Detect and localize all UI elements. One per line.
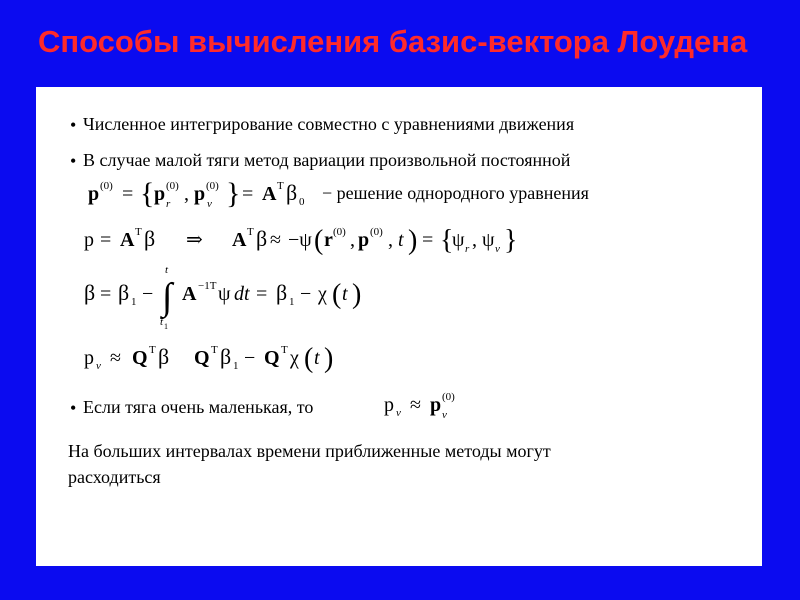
slide-title: Способы вычисления базис-вектора Лоудена <box>38 24 748 59</box>
svg-text:p: p <box>358 229 370 251</box>
svg-text:(: ( <box>332 279 342 310</box>
content-panel <box>36 87 762 566</box>
svg-text:β: β <box>158 344 170 369</box>
svg-text:β: β <box>144 226 156 251</box>
svg-text:v: v <box>442 409 447 421</box>
svg-text:Q: Q <box>194 347 210 369</box>
svg-text:r: r <box>324 229 333 251</box>
svg-text:β: β <box>276 280 288 305</box>
svg-text:−: − <box>300 283 312 305</box>
svg-text:T: T <box>149 344 156 356</box>
svg-text:t: t <box>398 229 404 251</box>
svg-text:v: v <box>96 360 101 372</box>
svg-text:≈: ≈ <box>270 229 281 251</box>
bullet-marker: • <box>70 151 77 171</box>
equation-pv <box>82 337 382 382</box>
svg-text:T: T <box>277 180 284 192</box>
svg-text:A: A <box>120 229 135 251</box>
svg-text:=: = <box>242 183 254 205</box>
equation-note: − решение однородного уравнения <box>322 183 589 203</box>
svg-text:v: v <box>495 243 500 255</box>
svg-text:≈: ≈ <box>410 394 421 416</box>
svg-text:t: t <box>165 264 169 276</box>
svg-text:r: r <box>166 198 171 210</box>
svg-text:−: − <box>244 347 256 369</box>
svg-text:β: β <box>286 180 298 205</box>
svg-text:p: p <box>84 347 94 369</box>
equation-beta <box>82 259 382 340</box>
svg-text:A: A <box>182 283 197 305</box>
svg-text:t: t <box>342 283 348 305</box>
svg-text:≈: ≈ <box>110 347 121 369</box>
svg-text:{: { <box>140 177 155 210</box>
svg-text:r: r <box>465 243 470 255</box>
svg-text:(: ( <box>304 343 314 374</box>
bullet-marker: • <box>70 398 77 418</box>
svg-text:t: t <box>314 347 320 369</box>
svg-text:p: p <box>154 183 166 205</box>
bullet-3: Если тяга очень маленькая, то <box>83 397 314 417</box>
svg-text:1: 1 <box>233 360 239 372</box>
svg-text:p: p <box>194 183 206 205</box>
svg-text:Q: Q <box>264 347 280 369</box>
svg-text:p: p <box>88 183 100 205</box>
svg-text:0: 0 <box>299 196 305 208</box>
svg-text:χ: χ <box>318 283 327 305</box>
footer-line-2: расходиться <box>68 467 161 487</box>
svg-text:χ: χ <box>290 347 299 369</box>
svg-text:−ψ: −ψ <box>288 229 312 251</box>
svg-text:β: β <box>118 280 130 305</box>
svg-text:ψ: ψ <box>452 229 465 251</box>
svg-text:(0): (0) <box>333 226 346 238</box>
svg-text:=: = <box>100 229 112 251</box>
svg-text:T: T <box>281 344 288 356</box>
svg-text:p: p <box>384 394 394 416</box>
bullet-1: Численное интегрирование совместно с уравнениями движения <box>83 114 575 134</box>
svg-text:−: − <box>142 283 154 305</box>
svg-text:∫: ∫ <box>162 276 173 318</box>
equation-p0 <box>76 173 346 218</box>
svg-text:1: 1 <box>164 322 168 331</box>
bullet-marker: • <box>70 115 77 135</box>
svg-text:β: β <box>256 226 268 251</box>
svg-text:,: , <box>472 229 477 251</box>
svg-text:(0): (0) <box>370 226 383 238</box>
svg-text:): ) <box>352 279 362 310</box>
svg-text:t: t <box>160 316 164 328</box>
svg-text:(0): (0) <box>206 180 219 192</box>
svg-text:=: = <box>256 283 268 305</box>
svg-text:(0): (0) <box>100 180 113 192</box>
svg-text:p: p <box>430 394 442 416</box>
svg-text:p: p <box>84 229 94 251</box>
svg-text:Q: Q <box>132 347 148 369</box>
svg-text:,: , <box>184 183 189 205</box>
svg-text:): ) <box>408 225 418 256</box>
svg-text:1: 1 <box>289 296 295 308</box>
svg-text:dt: dt <box>234 283 250 305</box>
svg-text:(: ( <box>314 225 324 256</box>
svg-text:=: = <box>100 283 112 305</box>
svg-text:β: β <box>220 344 232 369</box>
svg-text:,: , <box>388 229 393 251</box>
svg-text:=: = <box>122 183 134 205</box>
svg-text:ψ: ψ <box>482 229 495 251</box>
svg-text:v: v <box>396 407 401 419</box>
svg-text:,: , <box>350 229 355 251</box>
svg-text:1: 1 <box>131 296 137 308</box>
svg-text:v: v <box>207 198 212 210</box>
svg-text:}: } <box>226 177 241 210</box>
svg-text:−1T: −1T <box>198 280 217 292</box>
svg-text:}: } <box>504 225 518 256</box>
equation-small-thrust <box>382 387 472 428</box>
svg-text:(0): (0) <box>166 180 179 192</box>
svg-text:A: A <box>232 229 247 251</box>
svg-text:T: T <box>247 226 254 238</box>
svg-text:(0): (0) <box>442 391 455 403</box>
svg-text:ψ: ψ <box>218 283 231 305</box>
svg-text:T: T <box>211 344 218 356</box>
svg-text:A: A <box>262 183 277 205</box>
svg-text:β: β <box>84 280 96 305</box>
svg-text:⇒: ⇒ <box>186 229 203 251</box>
svg-text:=: = <box>422 229 434 251</box>
svg-text:{: { <box>440 225 454 256</box>
bullet-2: В случае малой тяги метод вариации произвольной постоянной <box>83 150 571 170</box>
svg-text:T: T <box>135 226 142 238</box>
svg-text:): ) <box>324 343 334 374</box>
footer-line-1: На больших интервалах времени приближенные методы могут <box>68 441 551 461</box>
